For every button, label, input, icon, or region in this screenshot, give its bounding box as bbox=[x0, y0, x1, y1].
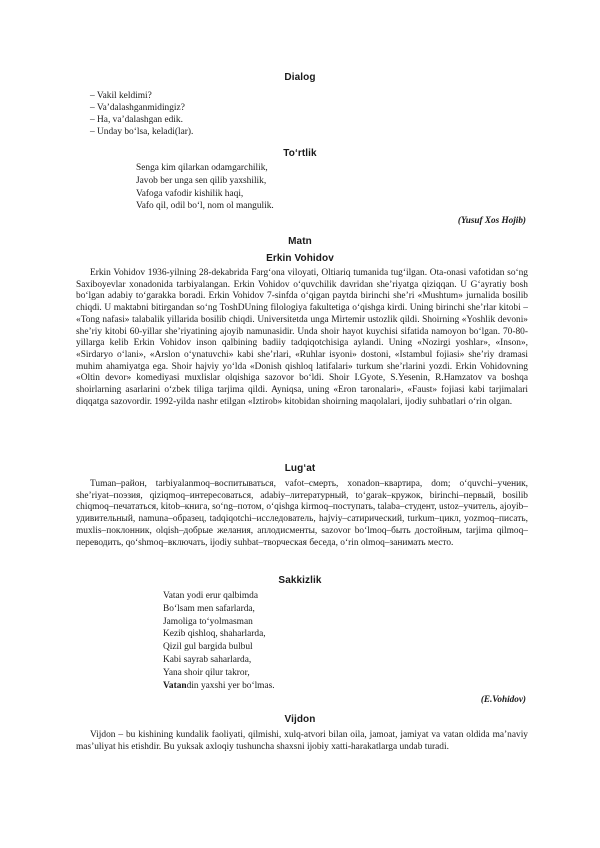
sakkizlik-stanza bbox=[163, 590, 275, 692]
sakkizlik-title: Sakkizlik bbox=[278, 575, 322, 586]
stanza-line: Kezib qishloq, shaharlarda, bbox=[163, 629, 266, 640]
matn-paragraph: Erkin Vohidov 1936-yilning 28-dekabrida Farg‘ona viloyati, Oltiariq tumanida tug‘ilgan. Ota-onasi vafotidan so‘ng Saxiboyevlar xonadonida tarbiyalangan. Erkin Vohidov o‘quvchilik davridan she’riyatga qiziqqan. U G‘ayratiy bosh bo‘lgan adabiy to‘garakka boradi. Erkin Vohidov 7-sinfda o‘qigan paytda birinchi she’ri «Mushtum» jurnalida bosilib chiqdi. U maktabni bitirgandan so‘ng ToshDUning filologiya fakultetiga o‘qishga kirdi. Uning birinchi she’rlar kitobi – «Tong nafasi» talabalik yillarida bosilib chiqdi. Universitetda unga Mirtemir ustozlik qildi. Shoirning «Yoshlik devoni» she’riy kitobi 60-yillar she’riyatining ajoyib namunasidir. Unda shoir hayot kuychisi sifatida namoyon bo‘lgan. 70-80-yillarga kelib Erkin Vohidov inson qalbining badiiy tadqiqotchisiga aylandi. Uning «Nozirgi yoshlar», «Inson», «Sirdaryo o‘lani», «Arslon o‘ynatuvchi» kabi she’rlari, «Ruhlar isyoni» dostoni, «Istambul fojiasi» she’riy dramasi muhim ahamiyatga ega. Shoir hajviy yo‘lda «Donish qishloq latifalari» turkum she’rlarini yozdi. Erkin Vohidovning «Oltin devor» komediyasi muxlislar olqishiga sazovor bo‘ldi. Shoir I.Gyote, S.Yesenin, R.Hamzatov va boshqa shoirlarning asarlarini o‘zbek tiliga tarjima qildi. Ayniqsa, uning «Eron taronalari», «Faust» fojiasi kabi tarjimalari diqqatga sazovordir. 1992-yilda nashr etilgan «Iztirob» kitobidan shoirning maqolalari, ijodiy suhbatlari o‘rin olgan. bbox=[76, 268, 528, 407]
dialog-line: – Ha, va’dalashgan edik. bbox=[90, 115, 183, 125]
dialog-title: Dialog bbox=[284, 72, 316, 83]
stanza-line: Vatan yodi erur qalbimda bbox=[163, 591, 259, 601]
vijdon-paragraph: Vijdon – bu kishining kundalik faoliyati, qilmishi, xulq-atvori bilan oila, jamoat, jamiyat va vatan oldida ma’naviy mas’uliyat his etishdir. Bu yuksak axloqiy tushuncha shaxsni ijobiy xatti-harakatlarga undab turadi. bbox=[76, 730, 528, 752]
stanza-line: Qizil gul bargida bulbul bbox=[163, 642, 253, 653]
vijdon-title: Vijdon bbox=[284, 714, 316, 725]
stanza-line: Javob ber unga sen qilib yaxshilik, bbox=[136, 175, 267, 186]
dialog-line: – Vakil keldimi? bbox=[90, 91, 152, 101]
stanza-line: Yana shoir qilur takror, bbox=[163, 667, 250, 678]
stanza-line bbox=[163, 680, 275, 693]
stanza-line: Bo‘lsam men safarlarda, bbox=[163, 603, 255, 614]
lugat-paragraph: Tuman–район, tarbiyalanmoq–воспитываться, vafot–смерть, xonadon–квартира, dom; o‘quvchi–ученик, she’riyat–поэзия, qiziqmoq–интересоваться, adabiy–литературный, to‘garak–кружок, birinchi–первый, bosilib chiqmoq–печататься, kitob–книга, so‘ng–потом, o‘qishga kirmoq–поступать, talaba–студент, ustoz–учитель, ajoyib–удивительный, namuna–образец, tadqiqotchi–исследователь, hajviy–сатирический, turkum–цикл, yozmoq–писать, muxlis–поклонник, olqish–добрые желания, аплодисменты, sazovor bo‘lmoq–быть достойным, tarjima qilmoq–переводить, qo‘shmoq–включать, ijodiy suhbat–творческая беседа, o‘rin olmoq–занимать место. bbox=[76, 479, 528, 548]
emphasized-word: Vatan bbox=[163, 680, 187, 691]
tortlik-stanza bbox=[136, 162, 274, 213]
dialog-line: – Va’dalashganmidingiz? bbox=[90, 103, 185, 113]
dialog-line: – Unday bo‘lsa, keladi(lar). bbox=[90, 127, 194, 137]
stanza-line: Vafo qil, odil bo‘l, nom ol mangulik. bbox=[136, 201, 274, 212]
matn-subtitle: Erkin Vohidov bbox=[266, 253, 334, 264]
matn-title: Matn bbox=[288, 236, 312, 247]
stanza-line: Vafoga vafodir kishilik haqi, bbox=[136, 188, 244, 199]
lugat-title: Lug‘at bbox=[284, 463, 316, 474]
stanza-line: Senga kim qilarkan odamgarchilik, bbox=[136, 163, 268, 173]
sakkizlik-source: (E.Vohidov) bbox=[480, 694, 526, 704]
stanza-line-rest: din yaxshi yer bo‘lmas. bbox=[186, 680, 275, 691]
tortlik-source: (Yusuf Xos Hojib) bbox=[457, 215, 526, 225]
stanza-line: Jamoliga to‘yolmasman bbox=[163, 616, 253, 627]
tortlik-title: To‘rtlik bbox=[283, 148, 317, 159]
stanza-line: Kabi sayrab saharlarda, bbox=[163, 654, 252, 665]
